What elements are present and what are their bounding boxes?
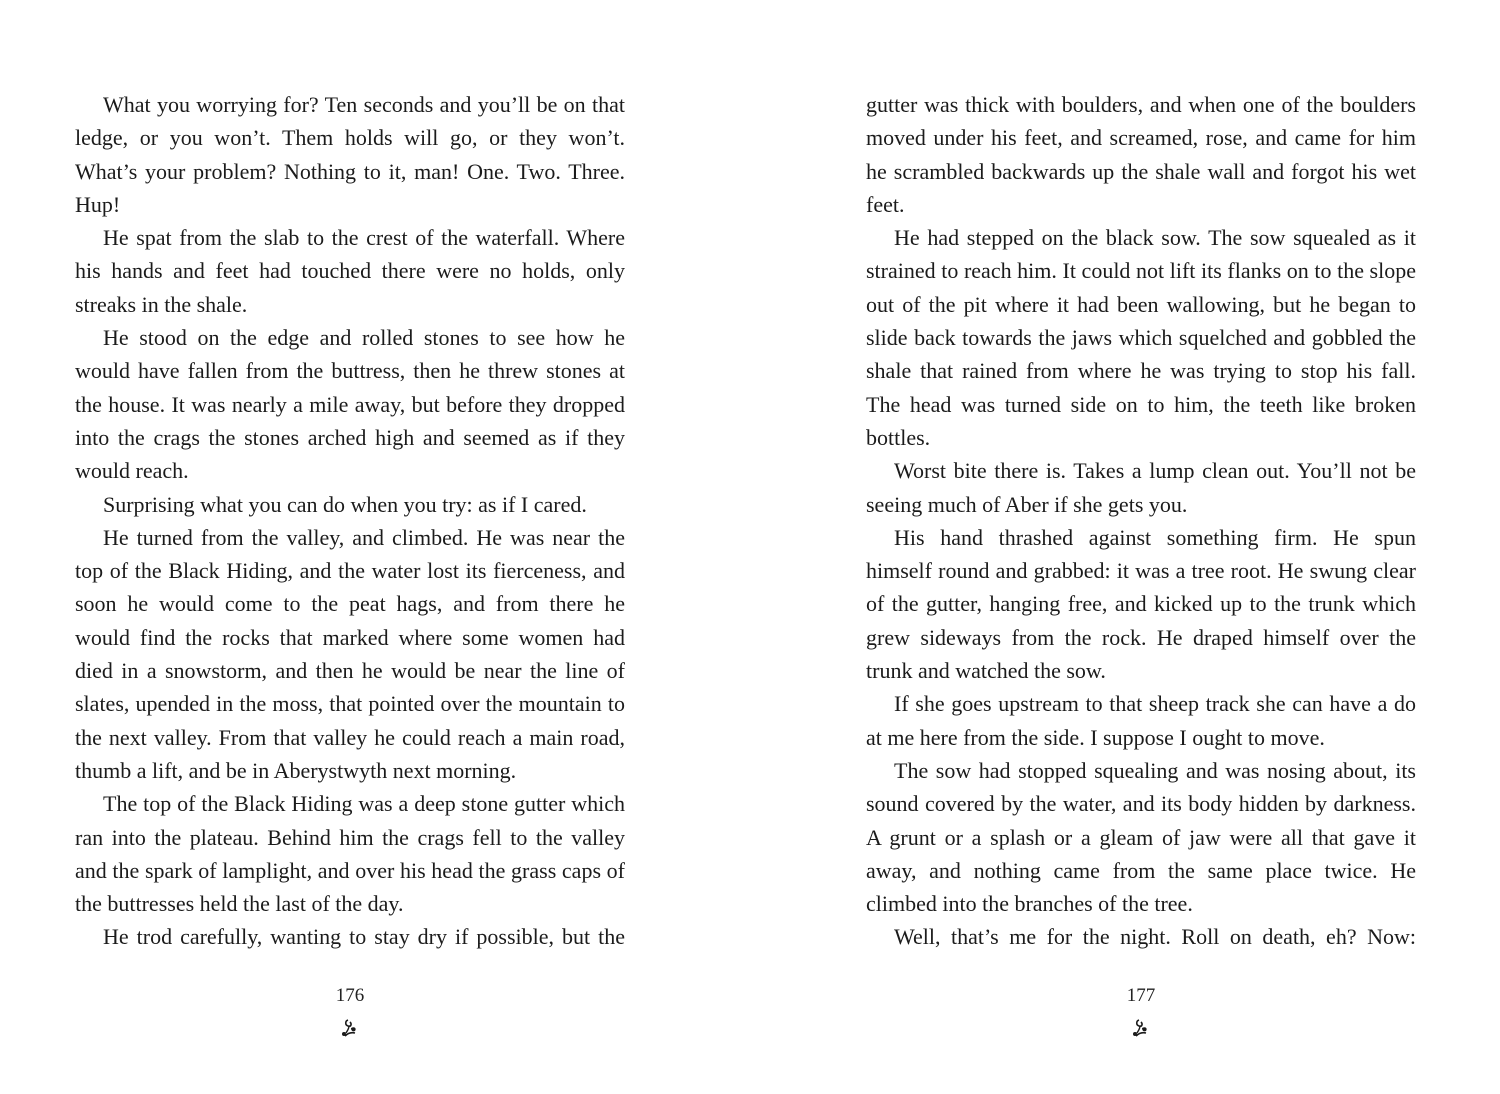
page-number: 177 [1126, 985, 1156, 1006]
paragraph: Surprising what you can do when you try: as if I cared. [103, 491, 587, 517]
left-page-text [75, 88, 625, 954]
paragraph: He stood on the edge and rolled stones to see how he would have fallen from the buttress, then he threw stones at the house. It was nearly a mile away, but before they dropped into the crags the stones arched high and seemed as if they would reach. [75, 325, 625, 484]
flower-sprig-icon [1130, 1016, 1152, 1040]
paragraph: Worst bite there is. Takes a lump clean out. You’ll not be seeing much of Aber if she gets you. [866, 458, 1416, 517]
paragraph: He spat from the slab to the crest of the waterfall. Where his hands and feet had touched there were no holds, only streaks in the shale. [75, 225, 625, 317]
left-page [75, 0, 625, 1094]
paragraph: If she goes upstream to that sheep track she can have a do at me here from the side. I suppose I ought to move. [866, 691, 1416, 750]
flower-sprig-icon [339, 1016, 361, 1040]
right-page [866, 0, 1416, 1094]
paragraph: The top of the Black Hiding was a deep stone gutter which ran into the plateau. Behind him the crags fell to the valley and the spark of lamplight, and over his head the grass caps of the buttresses held the last of the day. [75, 791, 625, 917]
right-page-text [866, 88, 1416, 954]
page-number: 176 [335, 985, 365, 1006]
paragraph: Well, that’s me for the night. Roll on death, eh? Now: [894, 924, 1416, 950]
paragraph: He turned from the valley, and climbed. He was near the top of the Black Hiding, and the water lost its fierceness, and soon he would come to the peat hags, and from there he would find the rocks that marked where some women had died in a snowstorm, and then he would be near the line of slates, upended in the moss, that pointed over the mountain to the next valley. From that valley he could reach a main road, thumb a lift, and be in Aberystwyth next morning. [75, 524, 625, 783]
paragraph: He had stepped on the black sow. The sow squealed as it strained to reach him. It could not lift its flanks on to the slope out of the pit where it had been wallowing, but he began to slide back towards the jaws which squelched and gobbled the shale that rained from where he was trying to stop his fall. The head was turned side on to him, the teeth like broken bottles. [866, 225, 1416, 450]
paragraph: The sow had stopped squealing and was nosing about, its sound covered by the water, and its body hidden by darkness. A grunt or a splash or a gleam of jaw were all that gave it away, and nothing came from the same place twice. He climbed into the branches of the tree. [866, 757, 1416, 917]
paragraph: gutter was thick with boulders, and when one of the boulders moved under his feet, and screamed, rose, and came for him he scrambled backwards up the shale wall and forgot his wet feet. [866, 92, 1416, 217]
paragraph: His hand thrashed against something firm. He spun himself round and grabbed: it was a tree root. He swung clear of the gutter, hanging free, and kicked up to the trunk which grew sideways from the rock. He draped himself over the trunk and watched the sow. [866, 524, 1416, 684]
paragraph: He trod carefully, wanting to stay dry if possible, but the [103, 924, 625, 950]
paragraph: What you worrying for? Ten seconds and you’ll be on that ledge, or you won’t. Them holds will go, or they won’t. What’s your problem? Nothing to it, man! One. Two. Three. Hup! [75, 92, 625, 217]
